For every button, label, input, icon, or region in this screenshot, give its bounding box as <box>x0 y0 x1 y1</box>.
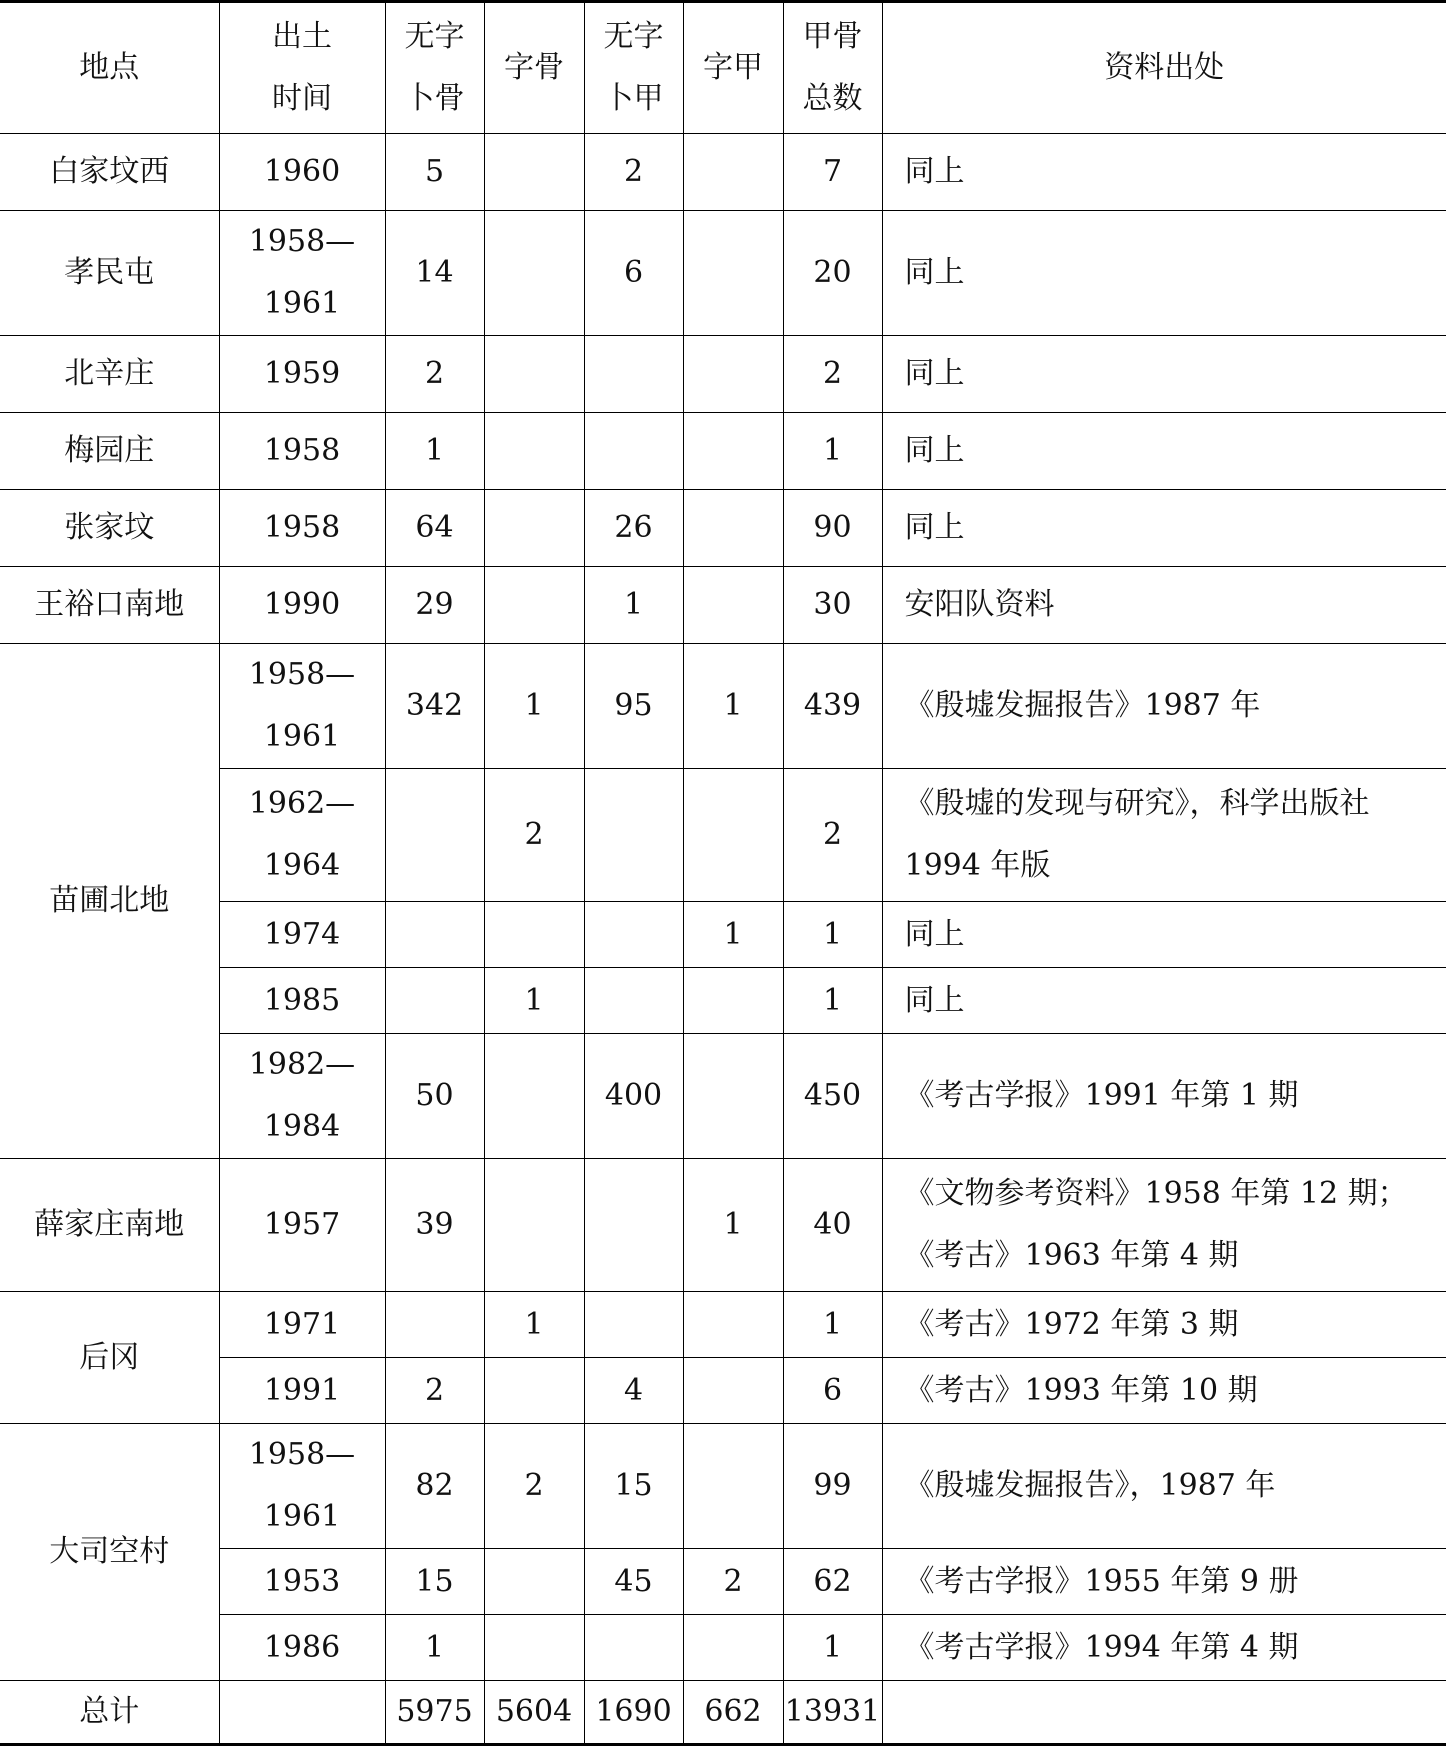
plain-bone-cell: 5 <box>385 134 484 211</box>
inscribed-shell-cell <box>683 1292 783 1358</box>
source-line: 《考古学报》1994 年第 4 期 <box>904 1629 1299 1665</box>
find-time-cell: 1990 <box>219 567 385 644</box>
source-cell <box>882 1034 1446 1159</box>
source-line: 同上 <box>904 982 965 1018</box>
total-cell: 1 <box>783 1615 882 1681</box>
find-time-cell: 1958 <box>219 413 385 490</box>
source-line: 同上 <box>904 255 965 290</box>
find-time-cell: 1958—1961 <box>219 211 385 336</box>
column-header <box>783 2 882 134</box>
plain-bone-cell: 29 <box>385 567 484 644</box>
column-header <box>484 2 584 134</box>
header-row <box>0 2 1446 134</box>
plain-shell-cell: 400 <box>584 1034 683 1159</box>
plain-bone-cell: 15 <box>385 1549 484 1615</box>
plain-shell-cell: 95 <box>584 644 683 769</box>
plain-bone-cell: 2 <box>385 1358 484 1424</box>
source-line: 同上 <box>904 154 965 189</box>
column-header <box>385 2 484 134</box>
plain-bone-cell: 2 <box>385 336 484 413</box>
source-cell <box>882 769 1446 902</box>
site-cell: 张家坟 <box>0 490 219 567</box>
inscribed-shell-cell: 1 <box>683 1159 783 1292</box>
plain-shell-cell: 6 <box>584 211 683 336</box>
find-time-cell: 1991 <box>219 1358 385 1424</box>
total-plain-shell-cell: 1690 <box>584 1681 683 1745</box>
inscribed-shell-cell <box>683 1358 783 1424</box>
find-time-cell: 1985 <box>219 968 385 1034</box>
find-time-cell: 1986 <box>219 1615 385 1681</box>
plain-shell-cell: 2 <box>584 134 683 211</box>
total-cell: 99 <box>783 1424 882 1549</box>
column-header-line: 甲骨 <box>802 19 863 54</box>
find-time-cell: 1959 <box>219 336 385 413</box>
find-time-cell: 1960 <box>219 134 385 211</box>
total-cell: 30 <box>783 567 882 644</box>
total-plain-bone-cell: 5975 <box>385 1681 484 1745</box>
inscribed-shell-cell <box>683 968 783 1034</box>
column-header <box>0 2 219 134</box>
inscribed-shell-cell <box>683 336 783 413</box>
source-cell <box>882 490 1446 567</box>
column-header-line: 字甲 <box>703 50 763 85</box>
column-header <box>683 2 783 134</box>
source-line: 《文物参考资料》1958 年第 12 期； <box>904 1176 1408 1211</box>
table-row <box>0 644 1446 769</box>
column-header <box>584 2 683 134</box>
source-cell <box>882 1615 1446 1681</box>
plain-shell-cell: 45 <box>584 1549 683 1615</box>
site-cell: 后冈 <box>0 1292 219 1424</box>
source-cell <box>882 1358 1446 1424</box>
site-cell: 王裕口南地 <box>0 567 219 644</box>
plain-bone-cell: 64 <box>385 490 484 567</box>
column-header-line: 无字 <box>603 19 664 54</box>
source-cell <box>882 336 1446 413</box>
total-cell: 40 <box>783 1159 882 1292</box>
inscribed-shell-cell <box>683 413 783 490</box>
source-line: 《考古学报》1991 年第 1 期 <box>904 1078 1299 1113</box>
site-cell: 大司空村 <box>0 1424 219 1681</box>
inscribed-bone-cell: 1 <box>484 644 584 769</box>
source-line: 1994 年版 <box>904 848 1051 883</box>
source-cell <box>882 413 1446 490</box>
find-time-cell: 1962—1964 <box>219 769 385 902</box>
total-source-cell <box>882 1681 1446 1745</box>
column-header-line: 时间 <box>272 81 332 116</box>
inscribed-bone-cell: 2 <box>484 1424 584 1549</box>
inscribed-shell-cell <box>683 1615 783 1681</box>
plain-shell-cell <box>584 1292 683 1358</box>
inscribed-shell-cell: 1 <box>683 644 783 769</box>
find-time-cell: 1982—1984 <box>219 1034 385 1159</box>
source-cell <box>882 211 1446 336</box>
total-cell: 6 <box>783 1358 882 1424</box>
plain-shell-cell <box>584 413 683 490</box>
plain-bone-cell: 1 <box>385 413 484 490</box>
total-cell: 450 <box>783 1034 882 1159</box>
plain-bone-cell: 39 <box>385 1159 484 1292</box>
table-row <box>0 413 1446 490</box>
column-header-line: 卜甲 <box>603 81 664 116</box>
plain-bone-cell <box>385 968 484 1034</box>
source-line: 《考古学报》1955 年第 9 册 <box>904 1563 1299 1599</box>
plain-shell-cell: 15 <box>584 1424 683 1549</box>
total-inscribed-shell-cell: 662 <box>683 1681 783 1745</box>
inscribed-bone-cell: 1 <box>484 968 584 1034</box>
plain-shell-cell <box>584 968 683 1034</box>
total-cell: 1 <box>783 902 882 968</box>
plain-bone-cell <box>385 769 484 902</box>
source-cell <box>882 968 1446 1034</box>
plain-shell-cell: 26 <box>584 490 683 567</box>
site-cell: 梅园庄 <box>0 413 219 490</box>
inscribed-shell-cell <box>683 567 783 644</box>
plain-shell-cell <box>584 902 683 968</box>
source-cell <box>882 1424 1446 1549</box>
total-cell: 439 <box>783 644 882 769</box>
find-time-cell: 1971 <box>219 1292 385 1358</box>
total-cell: 1 <box>783 1292 882 1358</box>
plain-shell-cell <box>584 1615 683 1681</box>
site-cell: 薛家庄南地 <box>0 1159 219 1292</box>
find-time-cell: 1958—1961 <box>219 644 385 769</box>
inscribed-shell-cell: 2 <box>683 1549 783 1615</box>
source-cell <box>882 644 1446 769</box>
total-cell: 2 <box>783 769 882 902</box>
plain-bone-cell <box>385 1292 484 1358</box>
source-line: 安阳队资料 <box>904 587 1055 622</box>
site-cell: 白家坟西 <box>0 134 219 211</box>
inscribed-bone-cell <box>484 336 584 413</box>
inscribed-bone-cell <box>484 1549 584 1615</box>
total-inscribed-bone-cell: 5604 <box>484 1681 584 1745</box>
column-header-line: 地点 <box>79 50 140 85</box>
column-header-line: 字骨 <box>504 50 564 85</box>
find-time-cell: 1957 <box>219 1159 385 1292</box>
total-cell: 90 <box>783 490 882 567</box>
source-cell <box>882 134 1446 211</box>
plain-shell-cell <box>584 1159 683 1292</box>
source-line: 《殷墟发掘报告》，1987 年 <box>904 1468 1276 1503</box>
source-cell <box>882 1549 1446 1615</box>
plain-bone-cell: 14 <box>385 211 484 336</box>
column-header <box>882 2 1446 134</box>
site-cell: 苗圃北地 <box>0 644 219 1159</box>
table-row <box>0 1424 1446 1549</box>
plain-shell-cell <box>584 769 683 902</box>
inscribed-bone-cell: 2 <box>484 769 584 902</box>
source-cell <box>882 1159 1446 1292</box>
source-cell <box>882 567 1446 644</box>
inscribed-shell-cell <box>683 490 783 567</box>
inscribed-bone-cell <box>484 134 584 211</box>
total-cell: 2 <box>783 336 882 413</box>
column-header-line: 资料出处 <box>1104 50 1225 85</box>
plain-bone-cell: 1 <box>385 1615 484 1681</box>
source-line: 《考古》1972 年第 3 期 <box>904 1306 1239 1342</box>
table-row <box>0 336 1446 413</box>
find-time-cell: 1953 <box>219 1549 385 1615</box>
inscribed-bone-cell <box>484 211 584 336</box>
source-line: 《考古》1963 年第 4 期 <box>904 1238 1239 1273</box>
column-header-line: 出土 <box>272 19 332 54</box>
source-line: 同上 <box>904 356 965 391</box>
total-label: 总计 <box>0 1681 219 1745</box>
inscribed-bone-cell <box>484 1159 584 1292</box>
plain-shell-cell: 4 <box>584 1358 683 1424</box>
plain-bone-cell: 342 <box>385 644 484 769</box>
inscribed-bone-cell: 1 <box>484 1292 584 1358</box>
table-row <box>0 134 1446 211</box>
inscribed-shell-cell <box>683 769 783 902</box>
source-line: 同上 <box>904 510 965 545</box>
total-total-cell: 13931 <box>783 1681 882 1745</box>
total-cell: 1 <box>783 968 882 1034</box>
inscribed-bone-cell <box>484 1615 584 1681</box>
source-line: 《殷墟发掘报告》1987 年 <box>904 688 1261 723</box>
inscribed-bone-cell <box>484 413 584 490</box>
inscribed-bone-cell <box>484 567 584 644</box>
total-row <box>0 1681 1446 1745</box>
table-row <box>0 1159 1446 1292</box>
source-line: 同上 <box>904 916 965 952</box>
source-line: 《殷墟的发现与研究》，科学出版社 <box>904 786 1370 821</box>
inscribed-shell-cell: 1 <box>683 902 783 968</box>
column-header-line: 卜骨 <box>404 81 465 116</box>
inscribed-bone-cell <box>484 1034 584 1159</box>
plain-bone-cell: 50 <box>385 1034 484 1159</box>
find-time-cell: 1958—1961 <box>219 1424 385 1549</box>
plain-bone-cell <box>385 902 484 968</box>
inscribed-bone-cell <box>484 902 584 968</box>
plain-shell-cell <box>584 336 683 413</box>
table-row <box>0 1292 1446 1358</box>
table-body <box>0 134 1446 1745</box>
source-cell <box>882 1292 1446 1358</box>
inscribed-shell-cell <box>683 211 783 336</box>
inscribed-bone-cell <box>484 490 584 567</box>
column-header <box>219 2 385 134</box>
source-line: 同上 <box>904 433 965 468</box>
plain-shell-cell: 1 <box>584 567 683 644</box>
column-header-line: 总数 <box>802 81 863 116</box>
total-cell: 20 <box>783 211 882 336</box>
source-cell <box>882 902 1446 968</box>
total-cell: 1 <box>783 413 882 490</box>
site-cell: 北辛庄 <box>0 336 219 413</box>
inscribed-bone-cell <box>484 1358 584 1424</box>
table-row <box>0 490 1446 567</box>
inscribed-shell-cell <box>683 134 783 211</box>
table-row <box>0 211 1446 336</box>
total-find-time-cell <box>219 1681 385 1745</box>
table-row <box>0 567 1446 644</box>
plain-bone-cell: 82 <box>385 1424 484 1549</box>
inscribed-shell-cell <box>683 1034 783 1159</box>
find-time-cell: 1974 <box>219 902 385 968</box>
site-cell: 孝民屯 <box>0 211 219 336</box>
total-cell: 62 <box>783 1549 882 1615</box>
find-time-cell: 1958 <box>219 490 385 567</box>
source-line: 《考古》1993 年第 10 期 <box>904 1372 1258 1408</box>
total-cell: 7 <box>783 134 882 211</box>
column-header-line: 无字 <box>404 19 465 54</box>
inscribed-shell-cell <box>683 1424 783 1549</box>
